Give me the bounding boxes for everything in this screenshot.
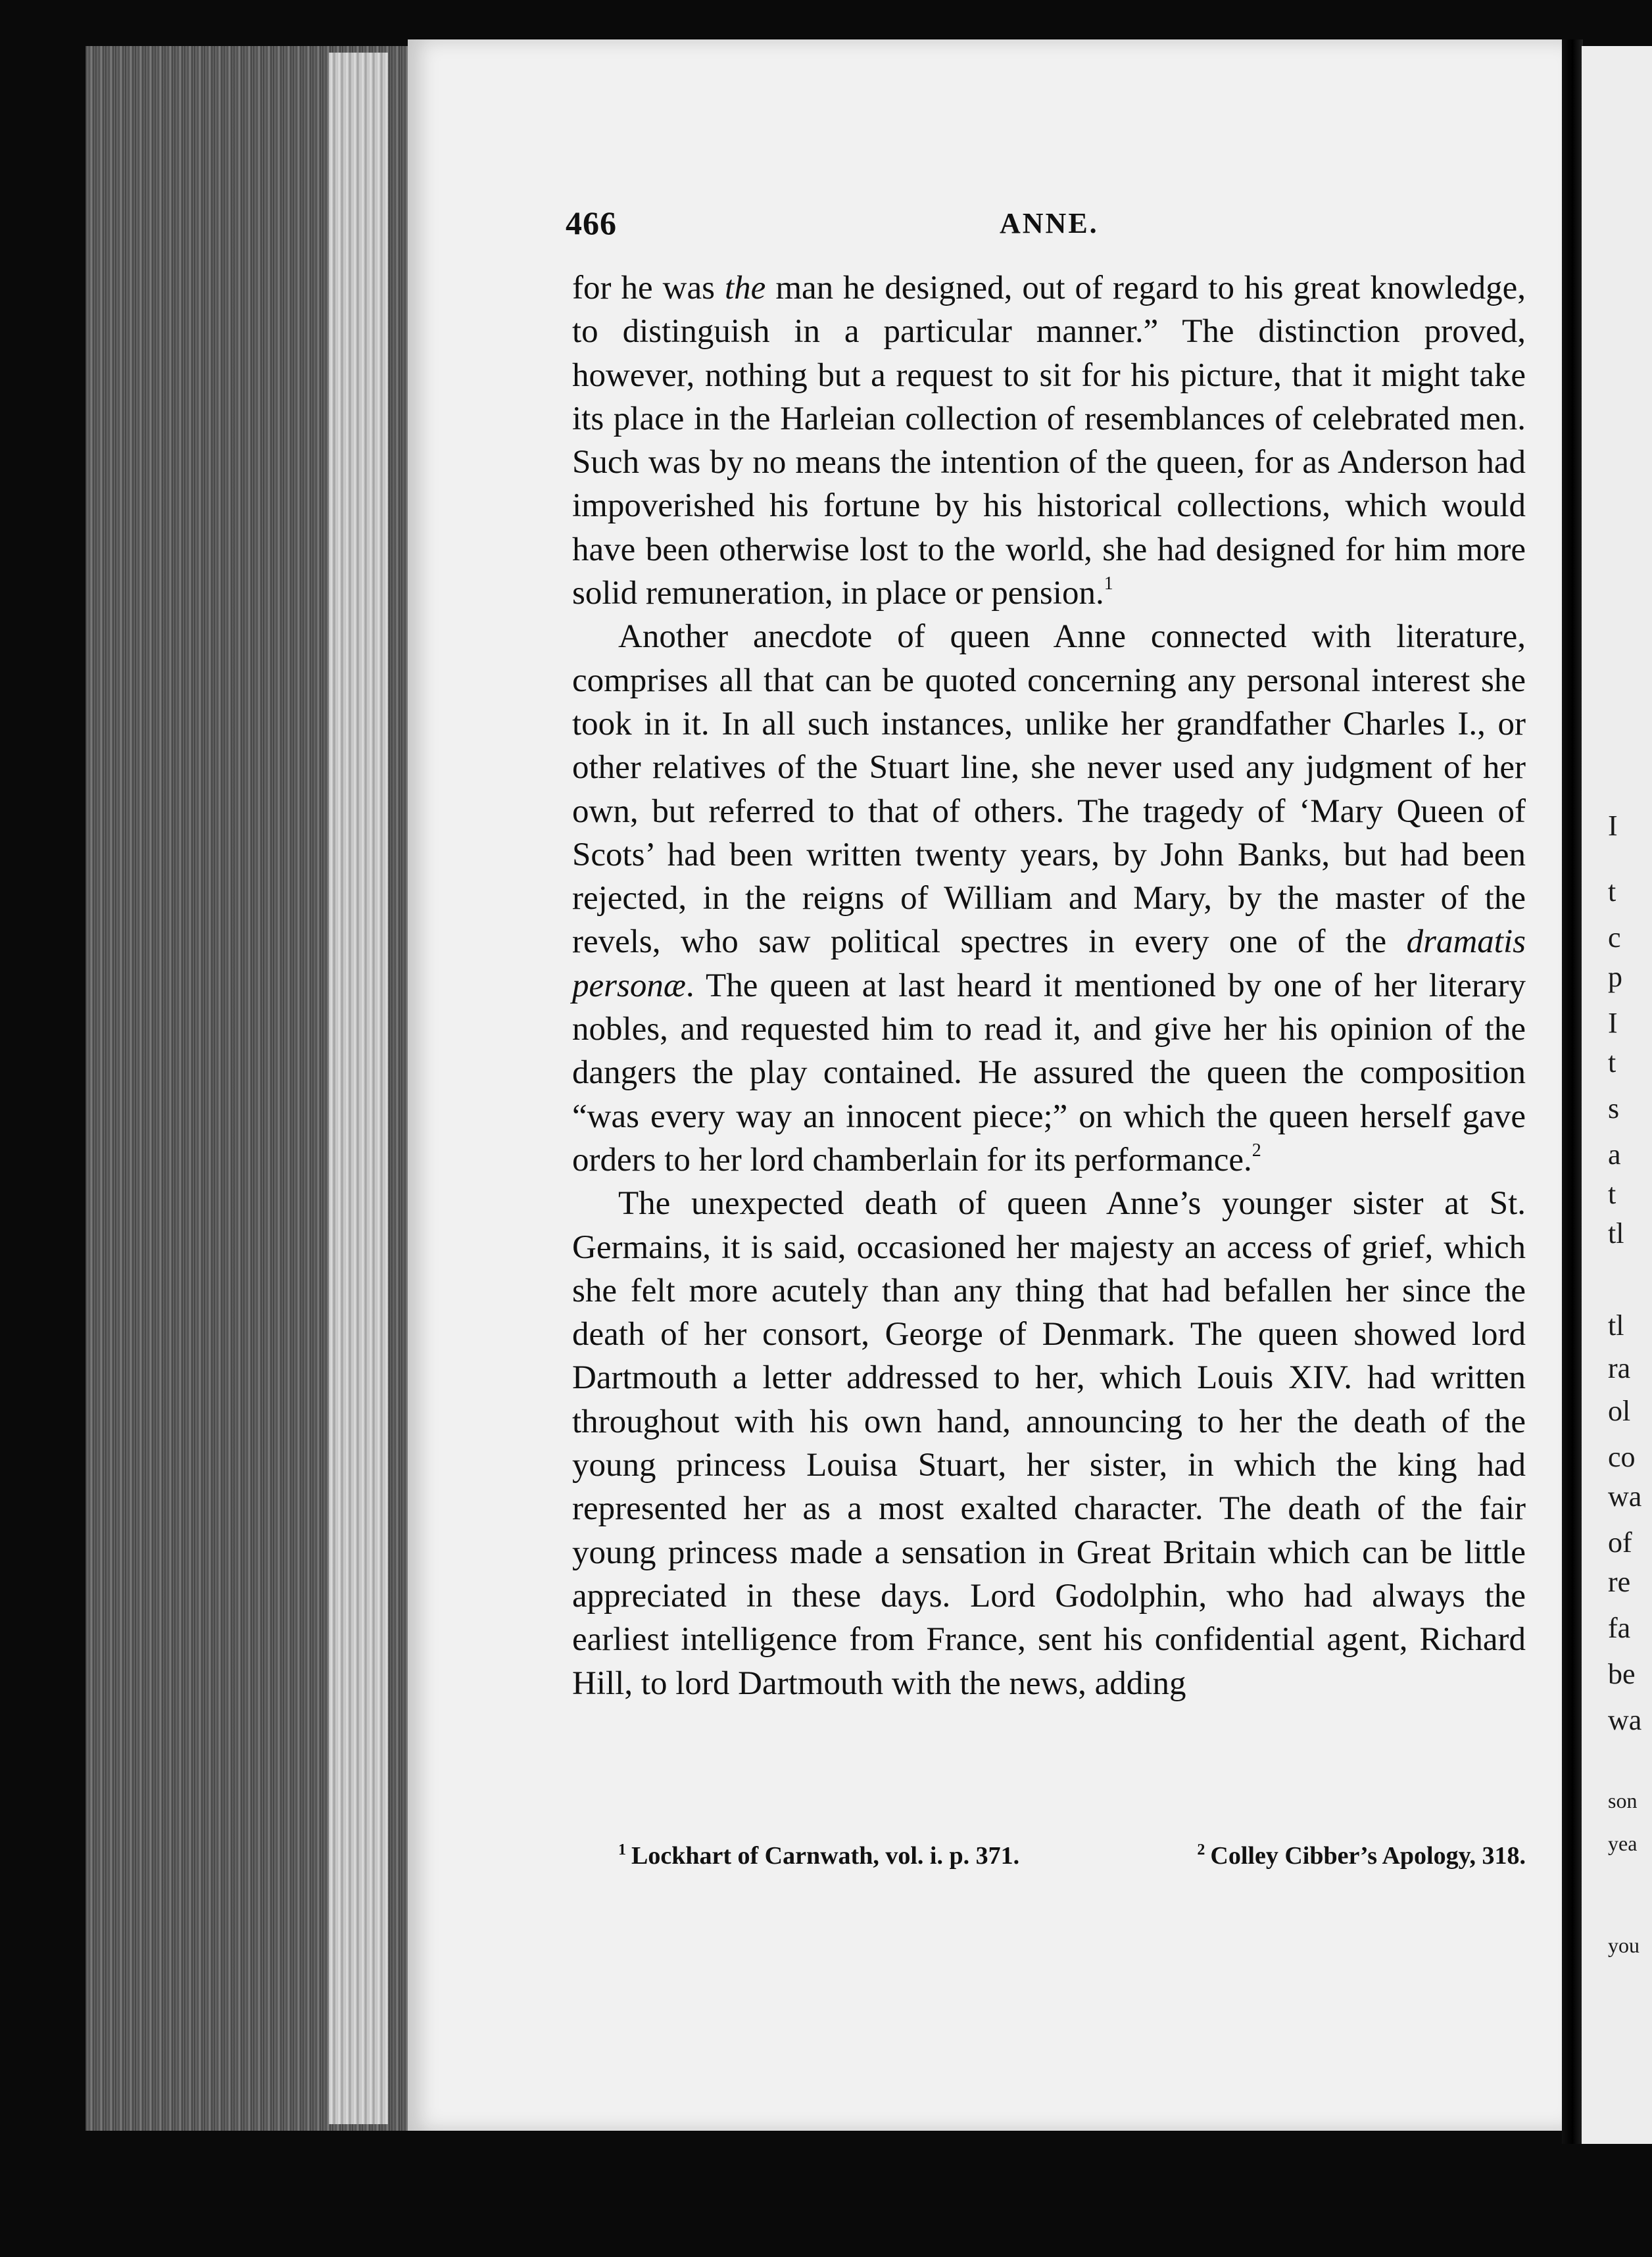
body-text [572,266,1526,1705]
paragraph [572,266,1526,615]
footnotes [618,1841,1526,1870]
facing-page-fragment: c [1608,921,1621,954]
paragraph-text: for he was the man he designed, out of regard to his great knowledge, to distinguish in a particular manner.” The distinction proved, however, nothing but a request to sit for his picture, that it might take its place in the Harleian collection of resemblances of celebrated men. Such was by no means the intention of the queen, for as Anderson had impoverished his fortune by his historical collections, which would have been otherwise lost to the world, she had designed for him more solid remuneration, in place or pension. [572,270,1526,612]
page-number: 466 [566,205,617,241]
facing-page-fragment: co [1608,1441,1636,1473]
running-head [566,204,1526,243]
facing-page-fragment: t [1608,1178,1616,1210]
facing-page-fragment: be [1608,1658,1636,1690]
paragraph-text: Another anecdote of queen Anne connected with literature, comprises all that can be quoted concerning any personal interest she took in it. In all such instances, unlike her grandfather Charles I., or other relatives of the Stuart line, she never used any judgment of her own, but referred to that of others. The tragedy of ‘Mary Queen of Scots’ had been written twenty years, by John Banks, but had been rejected, in the reigns of William and Mary, by the master of the revels, who saw political spectres in every one of the dramatis personæ. The queen at last heard it mentioned by one of her literary nobles, and requested him to read it, and give her his opinion of the dangers the play contained. He assured the queen the composition “was every way an innocent piece;” on which the queen herself gave orders to her lord chamberlain for its performance. [572,618,1526,1178]
facing-page-fragment: fa [1608,1612,1631,1644]
facing-page-fragment: you [1608,1933,1640,1957]
facing-page-fragment: wa [1608,1480,1642,1513]
facing-page-fragment: ol [1608,1395,1631,1427]
footnote-ref: 2 [1251,1140,1261,1161]
facing-page-fragment: tl [1608,1217,1624,1250]
facing-page-fragment: tl [1608,1309,1624,1342]
footnote [618,1841,1019,1870]
facing-page-fragment: of [1608,1526,1632,1559]
footnote [1197,1841,1526,1870]
facing-page-fragment: ra [1608,1352,1631,1384]
footnote-text: Lockhart of Carnwath, vol. i. p. 371. [631,1842,1020,1870]
facing-page-sliver [1582,46,1652,2144]
facing-page-fragment: t [1608,1046,1616,1079]
paragraph [572,1182,1526,1705]
facing-page-fragment: I [1608,810,1618,842]
facing-page-fragment: p [1608,961,1622,993]
facing-page-fragment: t [1608,875,1616,908]
facing-page-fragment: yea [1608,1832,1638,1855]
footnote-ref: 1 [1104,573,1113,595]
paragraph-text: The unexpected death of queen Anne’s younger sister at St. Germains, it is said, occasioned her majesty an access of grief, which she felt more acutely than any thing that had befallen her since the death of her consort, George of Denmark. The queen showed lord Dartmouth a letter addressed to her, which Louis XIV. had written throughout with his own hand, announcing to her the death of the young princess Louisa Stuart, her sister, in which the king had represented her as a most exalted character. The death of the fair young princess made a sensation in Great Britain which can be little appreciated in these days. Lord Godolphin, who had always the earliest intelligence from France, sent his confidential agent, Richard Hill, to lord Dartmouth with the news, adding [572,1185,1526,1702]
running-title: ANNE. [1000,207,1099,239]
footnote-mark: 1 [618,1841,626,1858]
book-gutter [1562,39,1583,2144]
facing-page-fragment: a [1608,1138,1621,1171]
footnote-mark: 2 [1197,1841,1205,1858]
facing-page-fragment: s [1608,1092,1620,1125]
facing-page-fragment: re [1608,1566,1631,1598]
footnote-text: Colley Cibber’s Apology, 318. [1210,1842,1526,1870]
book-page-edge-light [329,53,388,2124]
paragraph [572,615,1526,1182]
facing-page-fragment: wa [1608,1704,1642,1736]
facing-page-fragment: son [1608,1789,1638,1812]
facing-page-fragment: I [1608,1007,1618,1039]
